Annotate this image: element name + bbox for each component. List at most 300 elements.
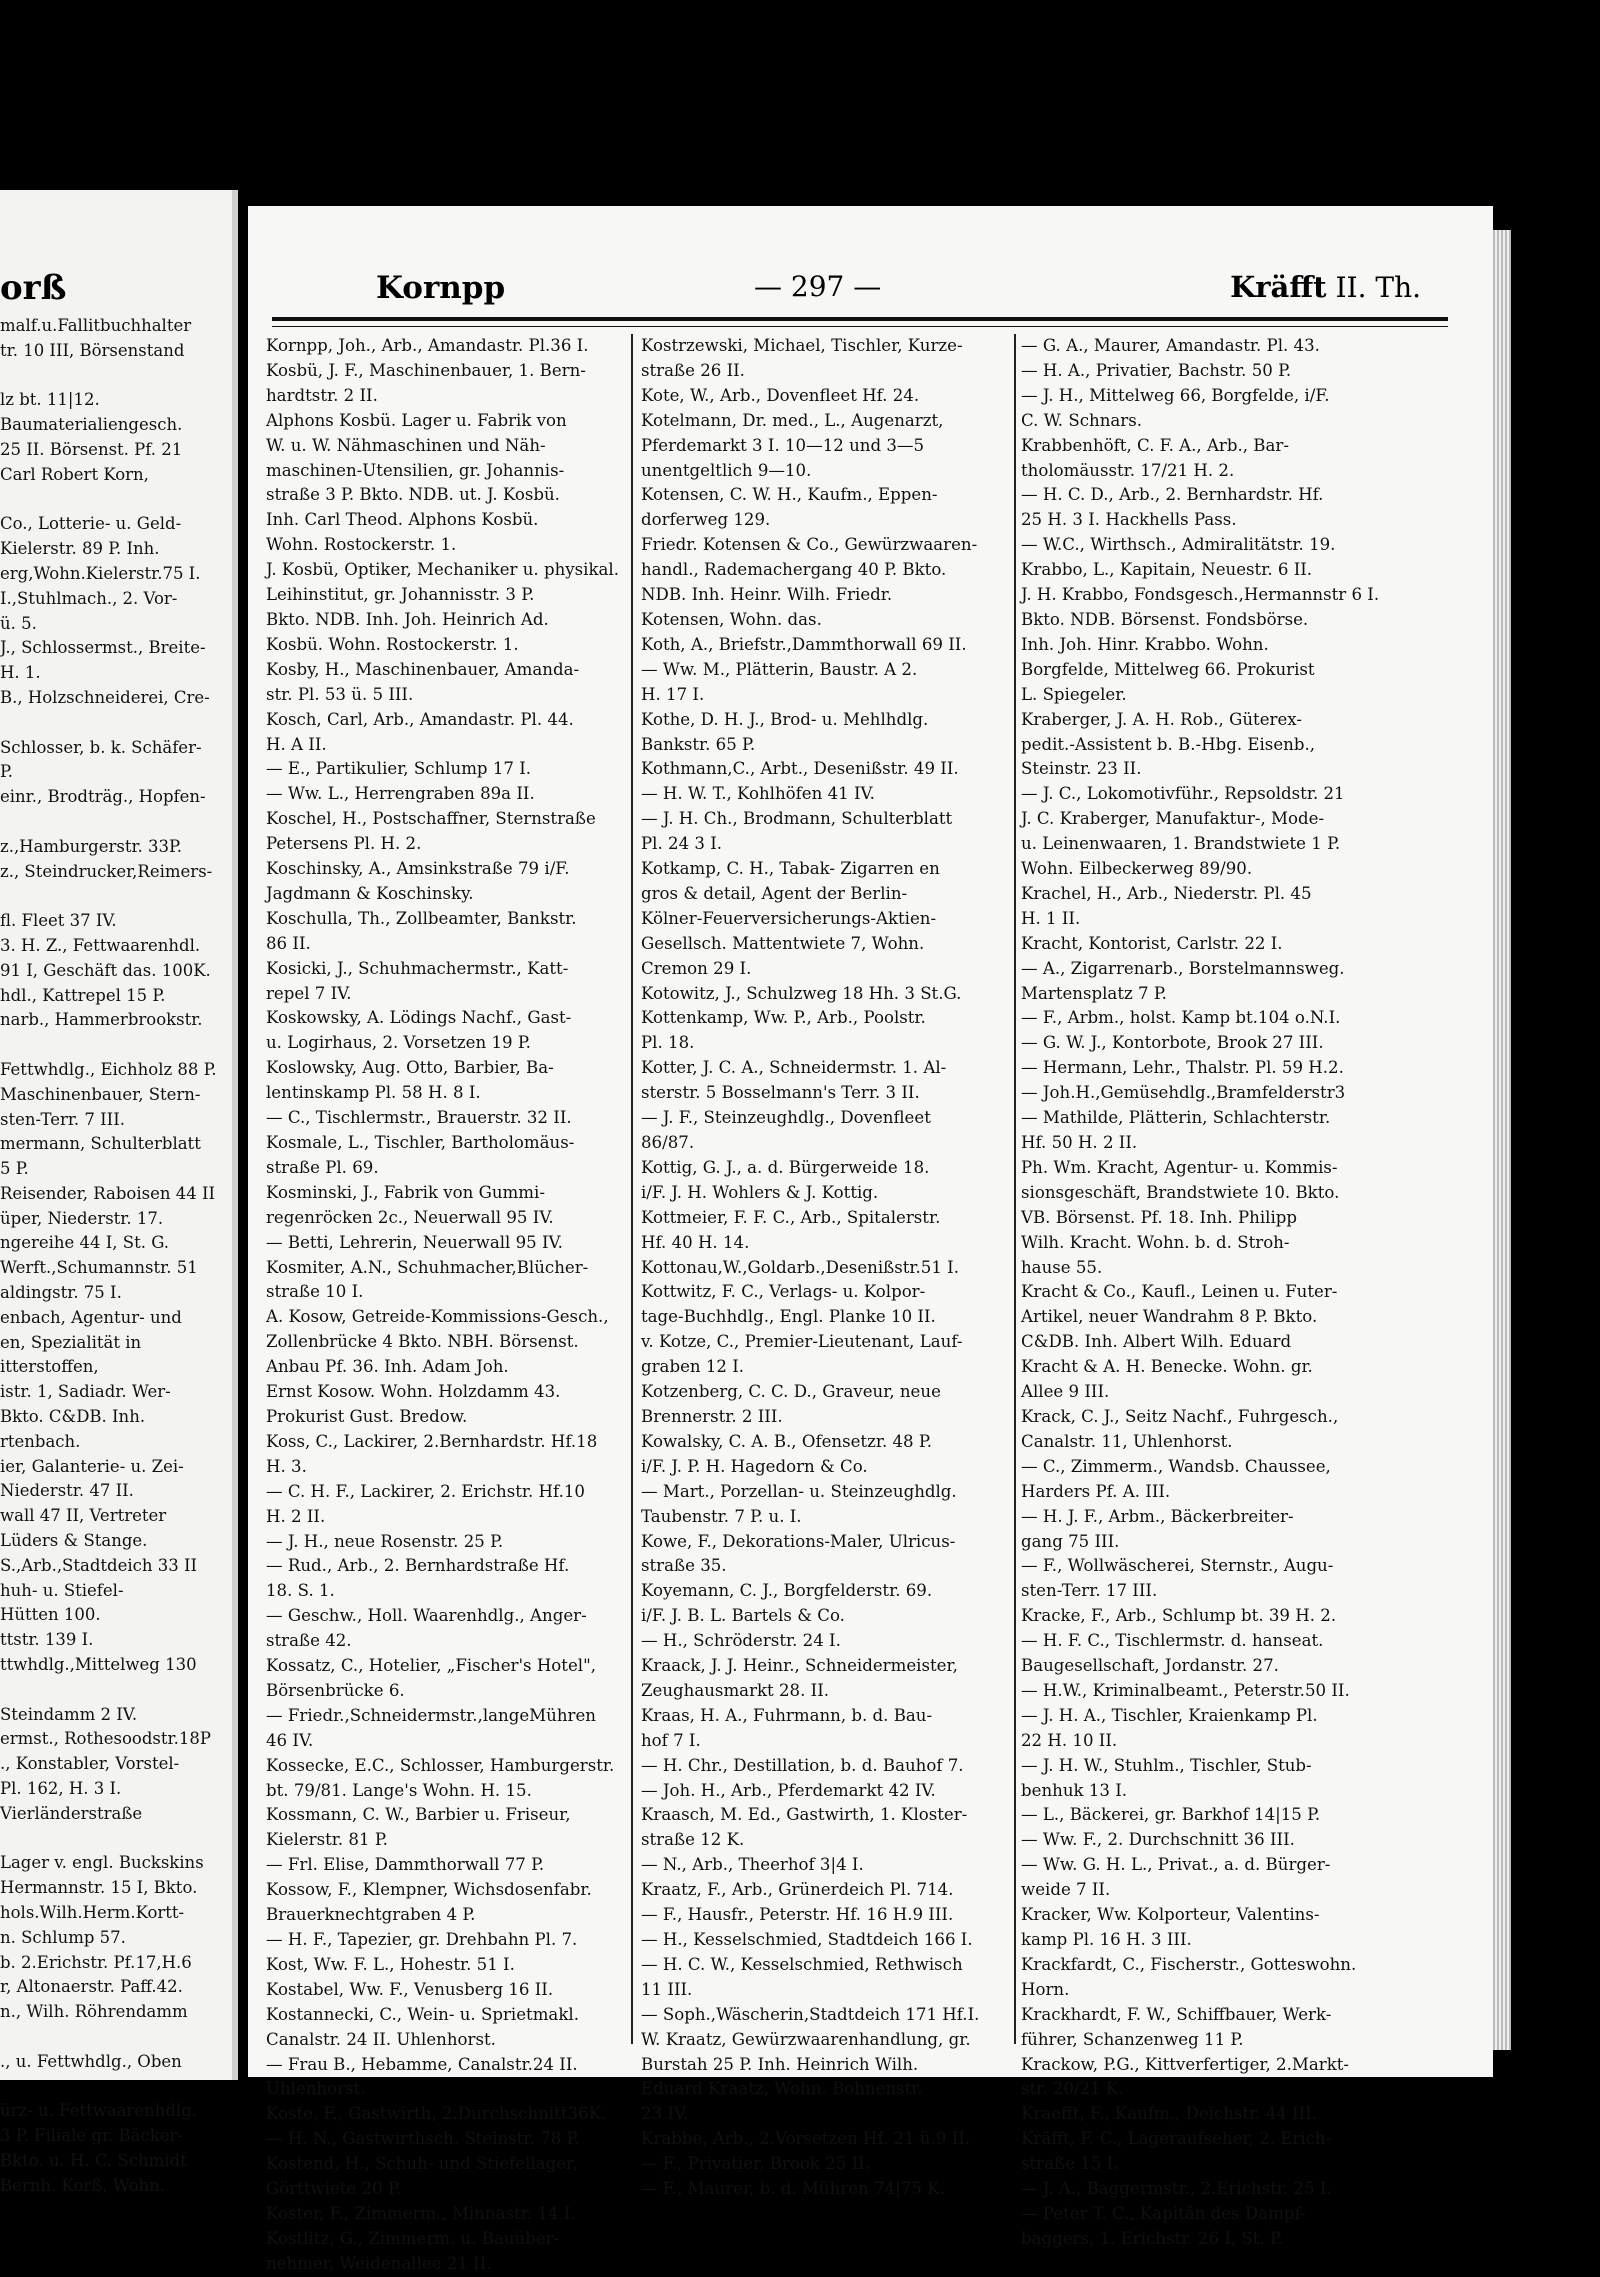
entry-line: rtenbach. <box>0 1431 81 1451</box>
entry-line: Hütten 100. <box>0 1605 101 1625</box>
entry-line: Vierländerstraße <box>0 1803 143 1823</box>
entry-line: Gesellsch. Mattentwiete 7, Wohn. <box>641 933 925 953</box>
entry-line: Pferdemarkt 3 I. 10—12 und 3—5 <box>641 435 925 455</box>
entry-line: ier, Galanterie- u. Zei- <box>0 1456 184 1476</box>
entry-line: — N., Arb., Theerhof 3|4 I. <box>641 1855 864 1875</box>
entry-line: — Ww. G. H. L., Privat., a. d. Bürger- <box>1021 1855 1331 1875</box>
entry-line: — F., Arbm., holst. Kamp bt.104 o.N.I. <box>1021 1008 1341 1028</box>
entry-line: J. H. Krabbo, Fondsgesch.,Hermannstr 6 I. <box>1021 585 1380 605</box>
entry-line: Kielerstr. 81 P. <box>266 1830 388 1850</box>
entry-line: Kostabel, Ww. F., Venusberg 16 II. <box>266 1979 554 1999</box>
entry-line: W. Kraatz, Gewürzwaarenhandlung, gr. <box>641 2029 971 2049</box>
entry-line: — Rud., Arb., 2. Bernhardstraße Hf. <box>266 1556 570 1576</box>
entry-line: — H. J. F., Arbm., Bäckerbreiter- <box>1021 1506 1294 1526</box>
entry-line: u. Leinenwaaren, 1. Brandstwiete 1 P. <box>1021 834 1341 854</box>
entry-line: 23 IV. <box>641 2104 689 2124</box>
entry-line: wall 47 II, Vertreter <box>0 1506 167 1526</box>
entry-line: kamp Pl. 16 H. 3 III. <box>1021 1930 1192 1949</box>
entry-line: J., Schlossermst., Breite- <box>0 638 206 658</box>
entry-line: — C., Tischlermstr., Brauerstr. 32 II. <box>266 1108 572 1128</box>
entry-line: — J. F., Steinzeughdlg., Dovenfleet <box>641 1108 931 1128</box>
entry-line: Brauerknechtgraben 4 P. <box>266 1905 476 1925</box>
entry-line: Kracht & A. H. Benecke. Wohn. gr. <box>1021 1357 1313 1377</box>
entry-line: hause 55. <box>1021 1257 1103 1277</box>
entry-line: Pl. 24 3 I. <box>641 834 723 854</box>
entry-line: — L., Bäckerei, gr. Barkhof 14|15 P. <box>1021 1805 1321 1825</box>
entry-line: straße Pl. 69. <box>266 1157 379 1177</box>
entry-line: Kotzenberg, C. C. D., Graveur, neue <box>641 1382 941 1402</box>
entry-line: sionsgeschäft, Brandstwiete 10. Bkto. <box>1021 1182 1340 1202</box>
entry-line: sten-Terr. 17 III. <box>1021 1581 1158 1601</box>
entry-line: 86/87. <box>641 1133 695 1152</box>
entry-line: Taubenstr. 7 P. u. I. <box>641 1506 802 1526</box>
entry-line: Borgfelde, Mittelweg 66. Prokurist <box>1021 659 1315 679</box>
entry-line: malf.u.Fallitbuchhalter <box>0 316 192 335</box>
entry-line: L. Spiegeler. <box>1021 684 1127 704</box>
header-last-name: Kräfft <box>1230 270 1327 304</box>
directory-column-3 <box>1021 334 1431 2252</box>
entry-line: Maschinenbauer, Stern- <box>0 1084 201 1104</box>
entry-line: Carl Robert Korn, <box>0 464 149 484</box>
entry-line: Kotelmann, Dr. med., L., Augenarzt, <box>641 410 944 430</box>
entry-line: P. <box>0 762 14 782</box>
entry-line: Werft.,Schumannstr. 51 <box>0 1258 198 1278</box>
entry-line: — H. F. C., Tischlermstr. d. hanseat. <box>1021 1631 1324 1651</box>
entry-line: Baumaterialiengesch. <box>0 415 183 435</box>
entry-line <box>0 1033 232 1058</box>
entry-line: — Ww. F., 2. Durchschnitt 36 III. <box>1021 1830 1295 1850</box>
entry-line: istr. 1, Sadiadr. Wer- <box>0 1382 171 1402</box>
entry-line: 18. S. 1. <box>266 1581 335 1601</box>
entry-line: ttstr. 139 I. <box>0 1630 94 1650</box>
entry-line: z.,Hamburgerstr. 33P. <box>0 836 183 856</box>
entry-line: Krabbo, L., Kapitain, Neuestr. 6 II. <box>1021 560 1313 580</box>
entry-line: führer, Schanzenweg 11 P. <box>1021 2029 1244 2049</box>
entry-line: — H. Chr., Destillation, b. d. Bauhof 7. <box>641 1755 964 1775</box>
entry-line: Schlosser, b. k. Schäfer- <box>0 737 202 757</box>
entry-line: 46 IV. <box>266 1730 314 1750</box>
entry-line: Kracht & Co., Kaufl., Leinen u. Futer- <box>1021 1282 1338 1302</box>
entry-line: Kotowitz, J., Schulzweg 18 Hh. 3 St.G. <box>641 983 962 1003</box>
entry-line: — Ww. L., Herrengraben 89a II. <box>266 784 535 804</box>
entry-line <box>0 711 232 736</box>
entry-line: — J. A., Baggermstr., 2.Erichstr. 25 I. <box>1021 2179 1332 2199</box>
entry-line: b. 2.Erichstr. Pf.17,H.6 <box>0 1952 192 1972</box>
entry-line: Kossecke, E.C., Schlosser, Hamburgerstr. <box>266 1755 615 1775</box>
entry-line: Hermannstr. 15 I, Bkto. <box>0 1878 198 1898</box>
entry-line: Kracht, Kontorist, Carlstr. 22 I. <box>1021 933 1283 953</box>
entry-line: ., u. Fettwhdlg., Oben <box>0 2051 182 2071</box>
entry-line: — Betti, Lehrerin, Neuerwall 95 IV. <box>266 1232 563 1252</box>
entry-line: ermst., Rothesoodstr.18P <box>0 1729 211 1749</box>
entry-line: — Frau B., Hebamme, Canalstr.24 II. <box>266 2054 578 2074</box>
entry-line: Koth, A., Briefstr.,Dammthorwall 69 II. <box>641 634 967 654</box>
entry-line: narb., Hammerbrookstr. <box>0 1010 203 1030</box>
entry-line: Friedr. Kotensen & Co., Gewürzwaaren- <box>641 535 978 555</box>
entry-line: Koss, C., Lackirer, 2.Bernhardstr. Hf.18 <box>266 1431 598 1451</box>
entry-line <box>0 364 232 389</box>
entry-line: hof 7 I. <box>641 1730 701 1750</box>
entry-line: — H. A., Privatier, Bachstr. 50 P. <box>1021 360 1292 380</box>
entry-line: 86 II. <box>266 933 311 953</box>
entry-line: C&DB. Inh. Albert Wilh. Eduard <box>1021 1332 1292 1352</box>
entry-line: Bkto. NDB. Inh. Joh. Heinrich Ad. <box>266 609 549 629</box>
entry-line: Kosmiter, A.N., Schuhmacher,Blücher- <box>266 1257 589 1277</box>
entry-line: gang 75 III. <box>1021 1531 1120 1551</box>
entry-line: r, Altonaerstr. Paff.42. <box>0 1977 183 1997</box>
entry-line: H. 3. <box>266 1456 307 1476</box>
entry-line: Fettwhdlg., Eichholz 88 P. <box>0 1059 217 1079</box>
entry-line: — Mathilde, Plätterin, Schlachterstr. <box>1021 1108 1331 1128</box>
entry-line <box>0 2075 232 2100</box>
entry-line: Bankstr. 65 P. <box>641 734 756 754</box>
entry-line: sterstr. 5 Bosselmann's Terr. 3 II. <box>641 1083 920 1103</box>
entry-line: handl., Rademachergang 40 P. Bkto. <box>641 560 947 580</box>
entry-line: Kotter, J. C. A., Schneidermstr. 1. Al- <box>641 1058 947 1078</box>
entry-line: H. 1. <box>0 663 41 683</box>
entry-line: Kraack, J. J. Heinr., Schneidermeister, <box>641 1656 958 1676</box>
entry-line: Hf. 40 H. 14. <box>641 1232 750 1252</box>
entry-line: Inh. Carl Theod. Alphons Kosbü. <box>266 510 539 530</box>
entry-line: bt. 79/81. Lange's Wohn. H. 15. <box>266 1780 532 1800</box>
facing-page-left <box>0 190 238 2195</box>
entry-line: Kraasch, M. Ed., Gastwirth, 1. Kloster- <box>641 1805 968 1825</box>
entry-line: Burstah 25 P. Inh. Heinrich Wilh. <box>641 2054 919 2074</box>
entry-line: 3. H. Z., Fettwaarenhdl. <box>0 935 201 955</box>
entry-line: — H. W. T., Kohlhöfen 41 IV. <box>641 784 875 804</box>
entry-line: Kote, W., Arb., Dovenfleet Hf. 24. <box>641 385 920 405</box>
directory-column-2 <box>641 334 1011 2202</box>
entry-line: ü. 5. <box>0 613 37 633</box>
entry-line: — C., Zimmerm., Wandsb. Chaussee, <box>1021 1456 1331 1476</box>
entry-line: Kornpp, Joh., Arb., Amandastr. Pl.36 I. <box>266 336 589 355</box>
entry-line: — Friedr.,Schneidermstr.,langeMühren <box>266 1705 596 1725</box>
header-last-entry <box>1230 270 1421 304</box>
entry-line: Martensplatz 7 P. <box>1021 983 1167 1003</box>
entry-line: Kraas, H. A., Fuhrmann, b. d. Bau- <box>641 1705 933 1725</box>
entry-line: Ph. Wm. Kracht, Agentur- u. Kommis- <box>1021 1157 1338 1177</box>
entry-line: — F., Wollwäscherei, Sternstr., Augu- <box>1021 1556 1334 1576</box>
facing-page-lines <box>0 314 232 2199</box>
entry-line: Anbau Pf. 36. Inh. Adam Joh. <box>266 1357 509 1377</box>
entry-line: 11 III. <box>641 1979 693 1999</box>
entry-line: — H., Schröderstr. 24 I. <box>641 1631 841 1651</box>
entry-line: — Geschw., Holl. Waarenhdlg., Anger- <box>266 1606 587 1626</box>
entry-line: Kottig, G. J., a. d. Bürgerweide 18. <box>641 1157 930 1177</box>
entry-line: J. C. Kraberger, Manufaktur-, Mode- <box>1021 809 1325 829</box>
entry-line: — Joh. H., Arb., Pferdemarkt 42 IV. <box>641 1780 936 1800</box>
entry-line: Hf. 50 H. 2 II. <box>1021 1133 1138 1152</box>
entry-line: H. 2 II. <box>266 1506 326 1526</box>
entry-line: Koster, F., Zimmerm., Minnastr. 14 I. <box>266 2203 576 2223</box>
entry-line: VB. Börsenst. Pf. 18. Inh. Philipp <box>1021 1207 1298 1227</box>
entry-line: Kowe, F., Dekorations-Maler, Ulricus- <box>641 1531 956 1551</box>
entry-line: hdl., Kattrepel 15 P. <box>0 985 166 1005</box>
entry-line: Kosby, H., Maschinenbauer, Amanda- <box>266 659 580 679</box>
entry-line: Koyemann, C. J., Borgfelderstr. 69. <box>641 1581 933 1601</box>
entry-line: — H. C. D., Arb., 2. Bernhardstr. Hf. <box>1021 485 1324 505</box>
entry-line: Kotensen, Wohn. das. <box>641 609 822 629</box>
entry-line: Co., Lotterie- u. Geld- <box>0 514 182 534</box>
entry-line: straße 12 K. <box>641 1830 745 1850</box>
entry-line: Bernh. Korß, Wohn. <box>0 2175 166 2195</box>
entry-line: Pl. 162, H. 3 I. <box>0 1779 122 1799</box>
entry-line: ., Konstabler, Vorstel- <box>0 1754 180 1774</box>
entry-line: Kracke, F., Arb., Schlump bt. 39 H. 2. <box>1021 1606 1337 1626</box>
entry-line: enbach, Agentur- und <box>0 1307 182 1327</box>
directory-page <box>248 206 1493 2273</box>
entry-line: Kosbü, J. F., Maschinenbauer, 1. Bern- <box>266 360 586 380</box>
entry-line: — J. H. W., Stuhlm., Tischler, Stub- <box>1021 1755 1312 1775</box>
entry-line: Krabbenhöft, C. F. A., Arb., Bar- <box>1021 435 1289 455</box>
entry-line: Kowalsky, C. A. B., Ofensetzr. 48 P. <box>641 1431 932 1451</box>
entry-line: — F., Hausfr., Peterstr. Hf. 16 H.9 III. <box>641 1905 954 1925</box>
entry-line: Alphons Kosbü. Lager u. Fabrik von <box>266 410 567 430</box>
entry-line: — J. H. A., Tischler, Kraienkamp Pl. <box>1021 1705 1318 1725</box>
entry-line: Cremon 29 I. <box>641 958 752 978</box>
entry-line: Kottonau,W.,Goldarb.,Desenißstr.51 I. <box>641 1257 960 1277</box>
entry-line <box>0 2025 232 2050</box>
entry-line: Zollenbrücke 4 Bkto. NBH. Börsenst. <box>266 1332 579 1352</box>
entry-line: H. 1 II. <box>1021 908 1081 928</box>
entry-line: Kostrzewski, Michael, Tischler, Kurze- <box>641 336 963 355</box>
entry-line: aldingstr. 75 I. <box>0 1283 122 1303</box>
entry-line: tholomäusstr. 17/21 H. 2. <box>1021 460 1235 480</box>
entry-line: Lüders & Stange. <box>0 1531 148 1551</box>
entry-line: Kossmann, C. W., Barbier u. Friseur, <box>266 1805 571 1825</box>
entry-line: lz bt. 11|12. <box>0 390 100 410</box>
entry-line: Krachel, H., Arb., Niederstr. Pl. 45 <box>1021 883 1312 903</box>
header-rule <box>272 317 1448 327</box>
entry-line: — Peter T. C., Kapitän des Dampf- <box>1021 2203 1306 2223</box>
entry-line: hardtstr. 2 II. <box>266 385 378 405</box>
entry-line: straße 35. <box>641 1556 727 1576</box>
entry-line: Kosminski, J., Fabrik von Gummi- <box>266 1182 545 1202</box>
facing-page-header: orß <box>0 268 67 308</box>
entry-line: Artikel, neuer Wandrahm 8 P. Bkto. <box>1021 1307 1318 1327</box>
entry-line: Kracker, Ww. Kolporteur, Valentins- <box>1021 1905 1320 1925</box>
directory-column-1 <box>266 334 636 2277</box>
entry-line: — C. H. F., Lackirer, 2. Erichstr. Hf.10 <box>266 1481 585 1501</box>
entry-line: tr. 10 III, Börsenstand <box>0 340 185 360</box>
entry-line: Kotensen, C. W. H., Kaufm., Eppen- <box>641 485 938 505</box>
entry-line: Kothe, D. H. J., Brod- u. Mehlhdlg. <box>641 709 929 729</box>
entry-line: Koschulla, Th., Zollbeamter, Bankstr. <box>266 908 577 928</box>
entry-line: graben 12 I. <box>641 1357 745 1377</box>
entry-line: NDB. Inh. Heinr. Wilh. Friedr. <box>641 585 893 605</box>
page-stack-edge <box>1493 230 1511 2050</box>
entry-line: Wilh. Kracht. Wohn. b. d. Stroh- <box>1021 1232 1290 1252</box>
page-number: — 297 — <box>754 270 882 303</box>
entry-line: weide 7 II. <box>1021 1880 1111 1900</box>
entry-line: str. Pl. 53 ü. 5 III. <box>266 684 414 704</box>
entry-line: Koskowsky, A. Lödings Nachf., Gast- <box>266 1008 572 1028</box>
entry-line: Bkto. C&DB. Inh. <box>0 1407 146 1427</box>
entry-line: Krackhardt, F. W., Schiffbauer, Werk- <box>1021 2004 1332 2024</box>
entry-line: z., Steindrucker,Reimers- <box>0 861 213 881</box>
entry-line: W. u. W. Nähmaschinen und Näh- <box>266 435 546 455</box>
page-header <box>268 270 1443 316</box>
entry-line: — H. N., Gastwirthsch. Steinstr. 78 P. <box>266 2129 580 2149</box>
entry-line: Kosicki, J., Schuhmachermstr., Katt- <box>266 958 569 978</box>
entry-line: Allee 9 III. <box>1021 1382 1110 1402</box>
entry-line: dorferweg 129. <box>641 510 771 530</box>
entry-line: — Hermann, Lehr., Thalstr. Pl. 59 H.2. <box>1021 1058 1344 1078</box>
entry-line: str. 20/21 K. <box>1021 2079 1124 2099</box>
entry-line: maschinen-Utensilien, gr. Johannis- <box>266 460 565 480</box>
entry-line: Kosch, Carl, Arb., Amandastr. Pl. 44. <box>266 709 574 729</box>
entry-line: Canalstr. 11, Uhlenhorst. <box>1021 1431 1233 1451</box>
entry-line: Kraatz, F., Arb., Grünerdeich Pl. 714. <box>641 1880 954 1900</box>
entry-line: — H., Kesselschmied, Stadtdeich 166 I. <box>641 1930 973 1949</box>
entry-line: straße 42. <box>266 1631 352 1651</box>
entry-line: — J. H. Ch., Brodmann, Schulterblatt <box>641 809 953 829</box>
entry-line: Brennerstr. 2 III. <box>641 1406 783 1426</box>
entry-line: Kost, Ww. F. L., Hohestr. 51 I. <box>266 1954 515 1974</box>
entry-line: — F., Privatier, Brook 25 II. <box>641 2154 870 2174</box>
entry-line: Baugesellschaft, Jordanstr. 27. <box>1021 1656 1279 1676</box>
entry-line: H. A II. <box>266 734 327 754</box>
entry-line: tage-Buchhdlg., Engl. Planke 10 II. <box>641 1307 936 1327</box>
entry-line <box>0 1827 232 1852</box>
entry-line: 3 P. Filiale gr. Bäcker- <box>0 2126 183 2146</box>
entry-line: repel 7 IV. <box>266 983 352 1003</box>
entry-line: — J. C., Lokomotivführ., Repsoldstr. 21 <box>1021 784 1345 804</box>
entry-line: lentinskamp Pl. 58 H. 8 I. <box>266 1083 481 1103</box>
entry-line: Kräfft, F. C., Lageraufseher, 2. Erich- <box>1021 2129 1332 2149</box>
entry-line <box>0 810 232 835</box>
entry-line: — A., Zigarrenarb., Borstelmannsweg. <box>1021 958 1345 978</box>
entry-line: C. W. Schnars. <box>1021 410 1143 430</box>
entry-line: Bkto. u. H. C. Schmidt <box>0 2150 187 2170</box>
entry-line: n., Wilh. Röhrendamm <box>0 2002 188 2022</box>
entry-line: i/F. J. H. Wohlers & J. Kottig. <box>641 1182 879 1202</box>
entry-line: — Mart., Porzellan- u. Steinzeughdlg. <box>641 1481 957 1501</box>
entry-line: hols.Wilh.Herm.Kortt- <box>0 1903 185 1922</box>
entry-line: einr., Brodträg., Hopfen- <box>0 787 206 807</box>
entry-line: Krabbe, Arb., 2.Vorsetzen Hf. 21 ü.9 II. <box>641 2129 971 2149</box>
entry-line: 5 P. <box>0 1159 29 1179</box>
entry-line: ngereihe 44 I, St. G. <box>0 1233 170 1253</box>
entry-line: nehmer, Weidenallee 21 II. <box>266 2253 492 2273</box>
entry-line: — E., Partikulier, Schlump 17 I. <box>266 759 532 779</box>
entry-line: pedit.-Assistent b. B.-Hbg. Eisenb., <box>1021 734 1316 754</box>
entry-line <box>0 488 232 513</box>
entry-line: huh- u. Stiefel- <box>0 1580 124 1600</box>
entry-line: — J. H., neue Rosenstr. 25 P. <box>266 1531 504 1551</box>
entry-line: benhuk 13 I. <box>1021 1780 1128 1800</box>
entry-line: Kostend, H., Schuh- und Stiefellager, <box>266 2154 578 2174</box>
entry-line: Inh. Joh. Hinr. Krabbo. Wohn. <box>1021 634 1269 654</box>
entry-line: baggers, 1. Erichstr. 26 I, St. P. <box>1021 2228 1284 2248</box>
header-volume: II. Th. <box>1335 271 1421 304</box>
entry-line: Koste, F., Gastwirth, 2.Durchschnitt36K. <box>266 2104 607 2124</box>
entry-line: J. Kosbü, Optiker, Mechaniker u. physikal. <box>266 560 619 580</box>
entry-line: Kraberger, J. A. H. Rob., Güterex- <box>1021 709 1302 729</box>
entry-line: Kraefft, F., Kaufm., Deichstr. 44 III. <box>1021 2104 1318 2124</box>
entry-line: Reisender, Raboisen 44 II <box>0 1183 216 1203</box>
entry-line: ürz- u. Fettwaarenhdlg. <box>0 2101 198 2121</box>
entry-line: itterstoffen, <box>0 1357 99 1377</box>
entry-line: Kölner-Feuerversicherungs-Aktien- <box>641 908 937 928</box>
entry-line: S.,Arb.,Stadtdeich 33 II <box>0 1555 198 1575</box>
entry-line: i/F. J. P. H. Hagedorn & Co. <box>641 1456 868 1476</box>
entry-line: Koschinsky, A., Amsinkstraße 79 i/F. <box>266 859 570 879</box>
column-divider-2 <box>1014 334 1016 2044</box>
entry-line: 91 I, Geschäft das. 100K. <box>0 960 211 980</box>
entry-line: Kossatz, C., Hotelier, „Fischer's Hotel", <box>266 1656 596 1676</box>
entry-line: u. Logirhaus, 2. Vorsetzen 19 P. <box>266 1033 531 1053</box>
entry-line: üper, Niederstr. 17. <box>0 1208 164 1228</box>
entry-line: Kostlitz, G., Zimmerm. u. Bauüber- <box>266 2228 560 2248</box>
entry-line: Leihinstitut, gr. Johannisstr. 3 P. <box>266 585 535 605</box>
entry-line: Kostannecki, C., Wein- u. Sprietmakl. <box>266 2004 579 2024</box>
entry-line: A. Kosow, Getreide-Kommissions-Gesch., <box>266 1307 609 1327</box>
entry-line: Horn. <box>1021 1979 1070 1999</box>
entry-line: Prokurist Gust. Bredow. <box>266 1406 468 1426</box>
entry-line: Niederstr. 47 II. <box>0 1481 134 1501</box>
entry-line: H. 17 I. <box>641 684 705 704</box>
entry-line: Krackow, P.G., Kittverfertiger, 2.Markt- <box>1021 2054 1350 2074</box>
entry-line: — H. F., Tapezier, gr. Drehbahn Pl. 7. <box>266 1930 578 1949</box>
entry-line: Steindamm 2 IV. <box>0 1704 138 1724</box>
entry-line: Petersens Pl. H. 2. <box>266 834 422 854</box>
entry-line: Uhlenhorst. <box>266 2079 366 2099</box>
entry-line: Steinstr. 23 II. <box>1021 759 1142 779</box>
entry-line: Kosmale, L., Tischler, Bartholomäus- <box>266 1133 575 1152</box>
header-first-entry: Kornpp <box>376 270 506 306</box>
entry-line: erg,Wohn.Kielerstr.75 I. <box>0 563 201 583</box>
entry-line: — G. W. J., Kontorbote, Brook 27 III. <box>1021 1033 1324 1053</box>
entry-line: Canalstr. 24 II. Uhlenhorst. <box>266 2029 496 2049</box>
entry-line: Kothmann,C., Arbt., Desenißstr. 49 II. <box>641 759 959 779</box>
entry-line: unentgeltlich 9—10. <box>641 460 812 480</box>
entry-line: Koschel, H., Postschaffner, Sternstraße <box>266 809 596 829</box>
entry-line: straße 10 I. <box>266 1282 364 1302</box>
entry-line: Harders Pf. A. III. <box>1021 1481 1171 1501</box>
entry-line: Kotkamp, C. H., Tabak- Zigarren en <box>641 859 940 879</box>
entry-line: — H. C. W., Kesselschmied, Rethwisch <box>641 1954 963 1974</box>
entry-line: gros & detail, Agent der Berlin- <box>641 883 908 903</box>
entry-line: Krack, C. J., Seitz Nachf., Fuhrgesch., <box>1021 1406 1339 1426</box>
entry-line: — W.C., Wirthsch., Admiralitätstr. 19. <box>1021 535 1336 555</box>
entry-line: Kottenkamp, Ww. P., Arb., Poolstr. <box>641 1008 926 1028</box>
entry-line: Ernst Kosow. Wohn. Holzdamm 43. <box>266 1382 561 1402</box>
entry-line: I.,Stuhlmach., 2. Vor- <box>0 588 178 608</box>
entry-line: Kossow, F., Klempner, Wichsdosenfabr. <box>266 1880 592 1900</box>
entry-line: mermann, Schulterblatt <box>0 1134 201 1154</box>
entry-line: Jagdmann & Koschinsky. <box>266 883 474 903</box>
entry-line: Kosbü. Wohn. Rostockerstr. 1. <box>266 634 519 654</box>
entry-line: Görttwiete 20 P. <box>266 2179 402 2199</box>
entry-line: B., Holzschneiderei, Cre- <box>0 687 210 707</box>
entry-line: regenröcken 2c., Neuerwall 95 IV. <box>266 1207 554 1227</box>
entry-line: — Joh.H.,Gemüsehdlg.,Bramfelderstr3 <box>1021 1083 1346 1103</box>
entry-line: Pl. 18. <box>641 1033 695 1053</box>
entry-line: Koslowsky, Aug. Otto, Barbier, Ba- <box>266 1058 554 1078</box>
entry-line: fl. Fleet 37 IV. <box>0 911 117 931</box>
entry-line: i/F. J. B. L. Bartels & Co. <box>641 1606 845 1626</box>
entry-line <box>0 1678 232 1703</box>
entry-line: 25 II. Börsenst. Pf. 21 <box>0 439 183 459</box>
entry-line: sten-Terr. 7 III. <box>0 1109 125 1129</box>
entry-line: ttwhdlg.,Mittelweg 130 <box>0 1655 197 1675</box>
entry-line: Krackfardt, C., Fischerstr., Gotteswohn. <box>1021 1954 1357 1974</box>
entry-line: Börsenbrücke 6. <box>266 1680 405 1700</box>
entry-line: 25 H. 3 I. Hackhells Pass. <box>1021 510 1237 530</box>
entry-line: Kielerstr. 89 P. Inh. <box>0 539 160 559</box>
entry-line: — J. H., Mittelweg 66, Borgfelde, i/F. <box>1021 385 1330 405</box>
